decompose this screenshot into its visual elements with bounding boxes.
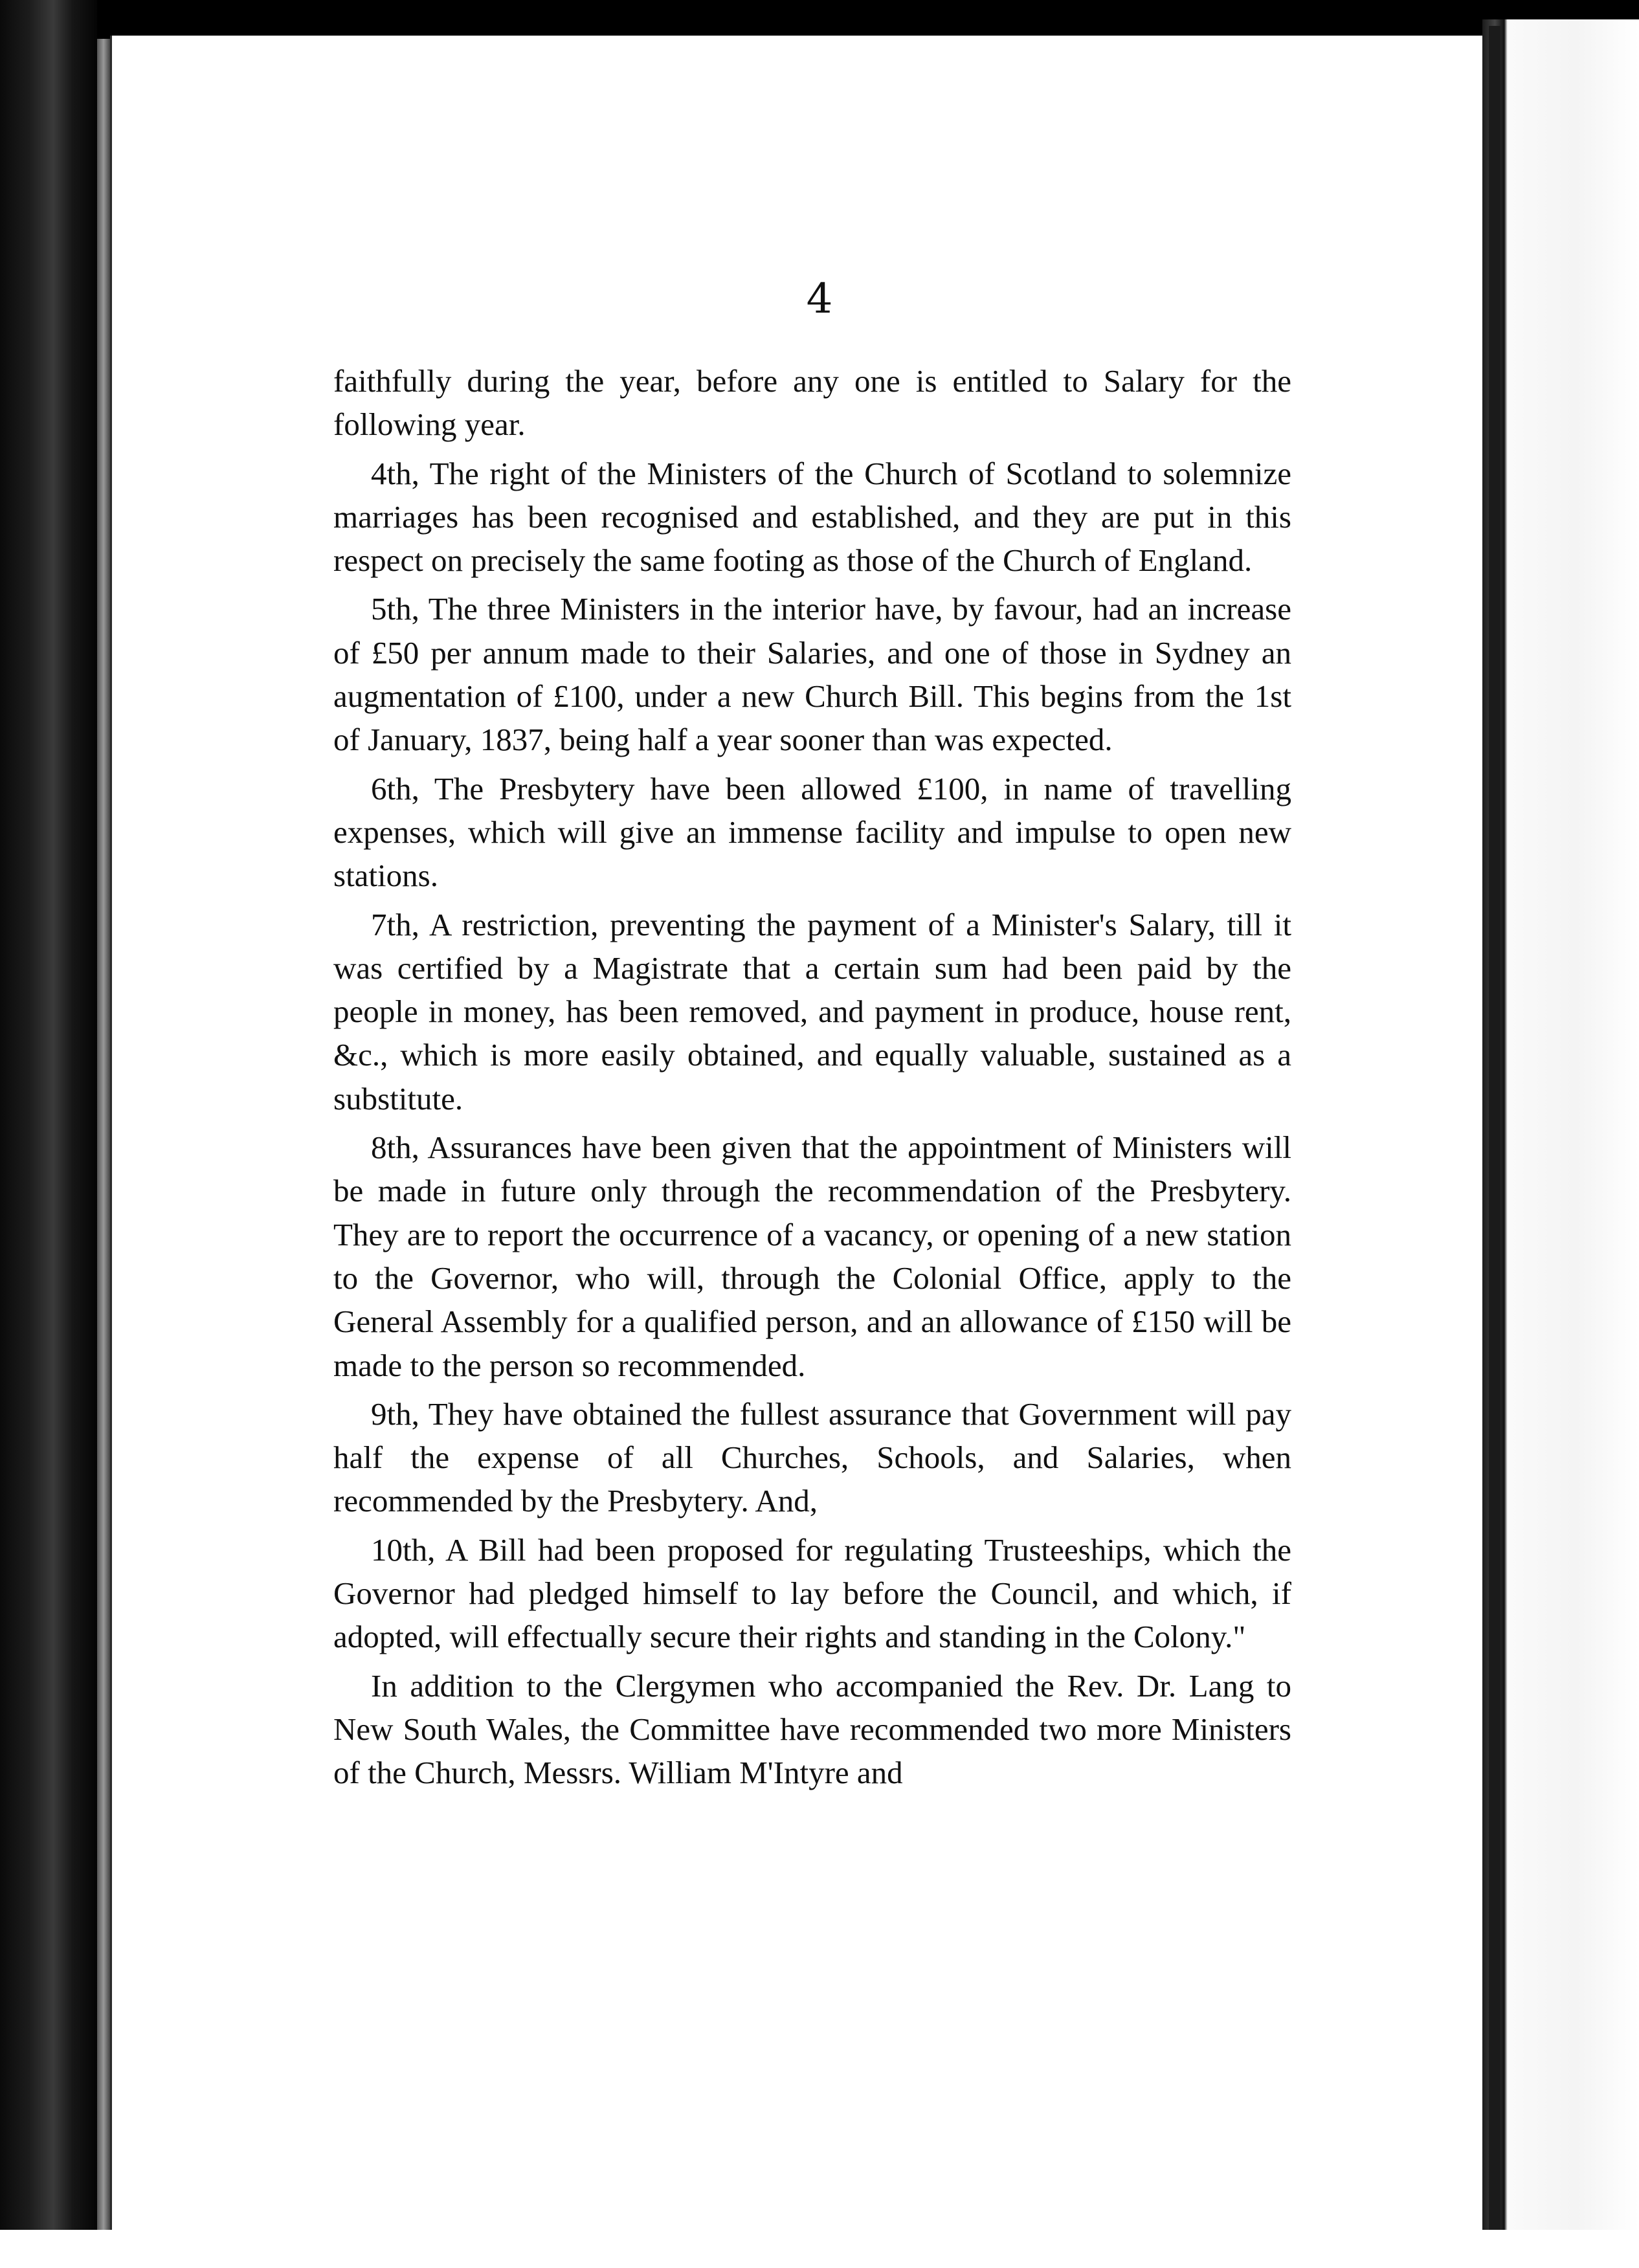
book-spine (0, 0, 97, 2268)
binding-shadow-right (1489, 26, 1500, 2259)
paragraph-8th: 8th, Assurances have been given that the appointment of Ministers will be made in future only through the recommendation of the Presbytery. They are to report the occurrence of a vacancy, or opening of a new station to the Governor, who will, through the Colonial Office, apply to the General Assembly for a qualified person, and an allowance of £150 will be made to the person so recommended. (333, 1129, 1291, 1383)
paragraph-4th: 4th, The right of the Ministers of the Church of Scotland to solemnize marriages has been recognised and established, and they are put in this respect on precisely the same footing as those of the Church of England. (333, 455, 1291, 579)
page-edge-left (97, 39, 110, 2240)
paragraph-7th: 7th, A restriction, preventing the payment of a Minister's Salary, till it was certified by a Magistrate that a certain sum had been paid by the people in money, has been removed, and payment in produce, house rent, &c., which is more easily obtained, and equally valuable, sustained as a substitute. (333, 906, 1291, 1117)
paragraph-5th: 5th, The three Ministers in the interior have, by favour, had an increase of £50 per annum made to their Salaries, and one of those in Sydney an augmentation of £100, under a new Church Bill. This begins from the 1st of January, 1837, being half a year sooner than was expected. (333, 591, 1291, 758)
top-scan-border (0, 0, 1639, 18)
page-edge-right (1482, 19, 1639, 2268)
paragraph-addition: In addition to the Clergymen who accompanied the Rev. Dr. Lang to New South Wales, the Committee have recommended two more Ministers of the Church, Messrs. William M'Intyre and (333, 1667, 1291, 1791)
page-number: 4 (806, 275, 833, 323)
paragraph-continuation: faithfully during the year, before any one is entitled to Salary for the following year. (333, 363, 1291, 443)
bottom-scan-margin (0, 2230, 1639, 2268)
body-text (333, 359, 1291, 1795)
paragraph-10th: 10th, A Bill had been proposed for regulating Trusteeships, which the Governor had pledged himself to lay before the Council, and which, if adopted, will effectually secure their rights and standing in the Colony." (333, 1531, 1291, 1655)
paragraph-6th: 6th, The Presbytery have been allowed £100, in name of travelling expenses, which will give an immense facility and impulse to open new stations. (333, 770, 1291, 894)
paragraph-9th: 9th, They have obtained the fullest assurance that Government will pay half the expense of all Churches, Schools, and Salaries, when recommended by the Presbytery. And, (333, 1395, 1291, 1519)
